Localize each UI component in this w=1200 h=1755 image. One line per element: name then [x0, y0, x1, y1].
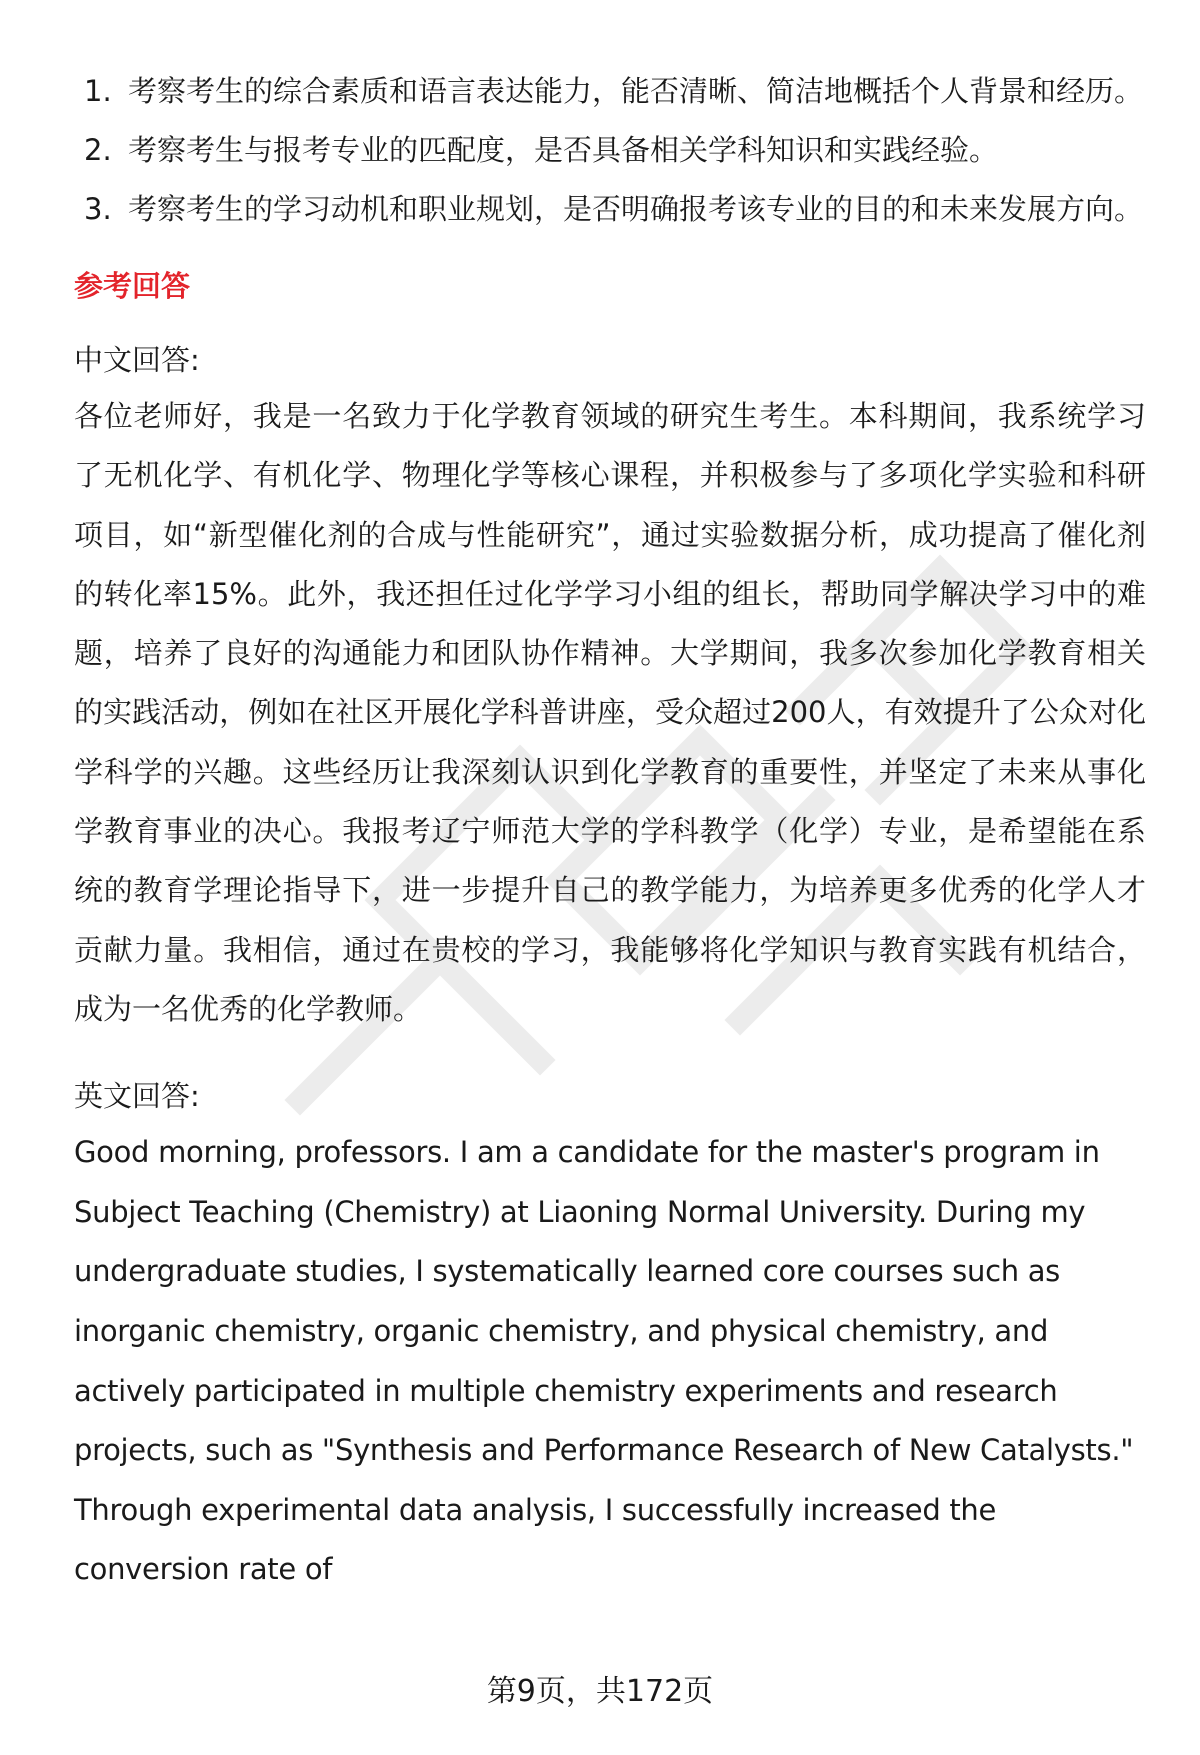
criteria-number: 3.	[84, 192, 112, 226]
evaluation-criteria-list	[74, 62, 1146, 239]
criteria-text: 考察考生的综合素质和语言表达能力，能否清晰、简洁地概括个人背景和经历。	[128, 74, 1144, 108]
criteria-item-3	[74, 180, 1146, 239]
english-answer-label: 英文回答:	[74, 1079, 200, 1114]
reference-answer-heading: 参考回答	[74, 269, 191, 303]
criteria-text: 考察考生的学习动机和职业规划，是否明确报考该专业的目的和未来发展方向。	[128, 192, 1144, 226]
criteria-number: 2.	[84, 133, 112, 167]
criteria-item-2	[74, 121, 1146, 180]
english-answer-text: Good morning, professors. I am a candidate for the master's program in Subject Teaching (Chemistry) at Liaoning Normal University. During my undergraduate studies, I systematically learned core courses such as inorganic chemistry, organic chemistry, and physical chemistry, and actively participated in multiple chemistry experiments and research projects, such as "Synthesis and Performance Research of New Catalysts." Through experimental data analysis, I successfully increased the conversion rate of	[74, 1135, 1134, 1587]
page-number-footer: 第9页，共172页	[486, 1674, 714, 1709]
chinese-answer-text: 各位老师好，我是一名致力于化学教育领域的研究生考生。本科期间，我系统学习了无机化学、有机化学、物理化学等核心课程，并积极参与了多项化学实验和科研项目，如“新型催化剂的合成与性能研究”，通过实验数据分析，成功提高了催化剂的转化率15%。此外，我还担任过化学学习小组的组长，帮助同学解决学习中的难题，培养了良好的沟通能力和团队协作精神。大学期间，我多次参加化学教育相关的实践活动，例如在社区开展化学科普讲座，受众超过200人，有效提升了公众对化学科学的兴趣。这些经历让我深刻认识到化学教育的重要性，并坚定了未来从事化学教育事业的决心。我报考辽宁师范大学的学科教学（化学）专业，是希望能在系统的教育学理论指导下，进一步提升自己的教学能力，为培养更多优秀的化学人才贡献力量。我相信，通过在贵校的学习，我能够将化学知识与教育实践有机结合，成为一名优秀的化学教师。	[74, 399, 1146, 1026]
criteria-text: 考察考生与报考专业的匹配度，是否具备相关学科知识和实践经验。	[128, 133, 999, 167]
criteria-item-1	[74, 62, 1146, 121]
chinese-answer-label: 中文回答:	[74, 343, 200, 377]
criteria-number: 1.	[84, 74, 112, 108]
page-content	[74, 62, 1146, 1600]
